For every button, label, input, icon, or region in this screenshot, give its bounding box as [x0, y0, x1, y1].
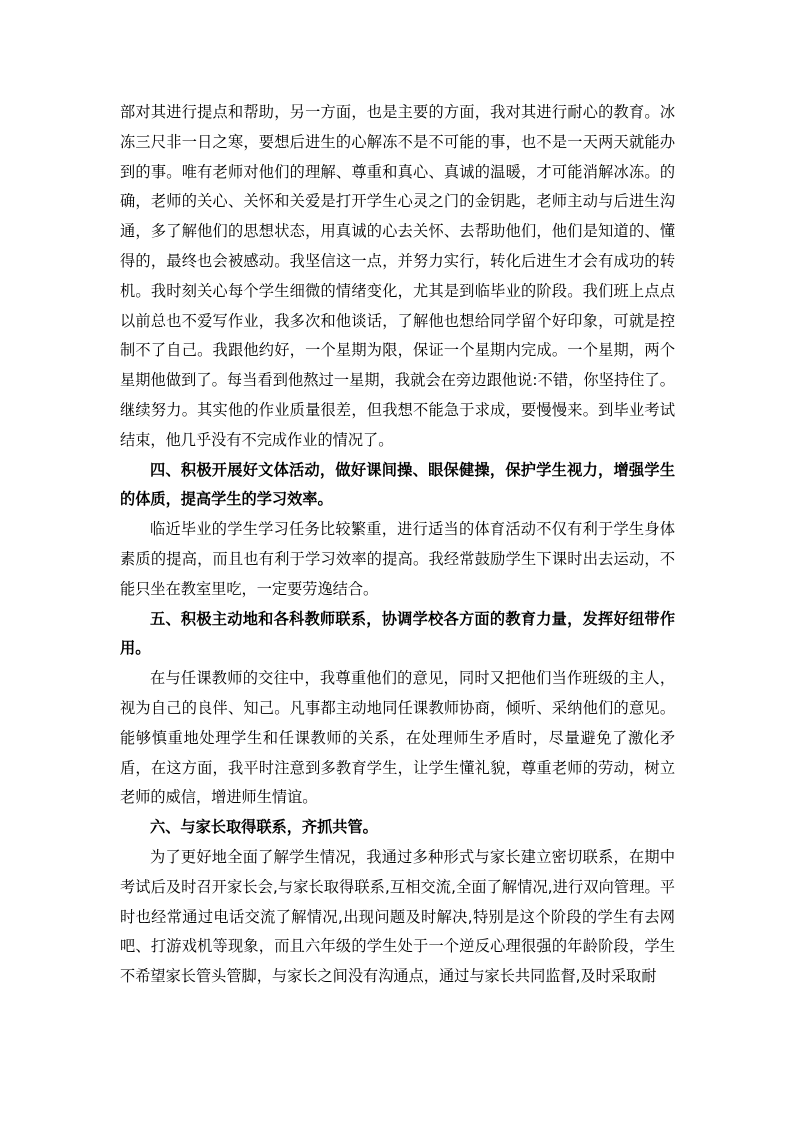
section-heading-4: 四、积极开展好文体活动，做好课间操、眼保健操，保护学生视力，增强学生的体质，提高学生的学习效率。	[120, 460, 675, 509]
section-heading-6: 六、与家长取得联系，齐抓共管。	[150, 818, 378, 837]
body-paragraph: 为了更好地全面了解学生情况，我通过多种形式与家长建立密切联系，在期中考试后及时召开家长会,与家长取得联系,互相交流,全面了解情况,进行双向管理。平时也经常通过电话交流了解情况,出现问题及时解决,特别是这个阶段的学生有去网吧、打游戏机等现象，而且六年级的学生处于一个逆反心理很强的年龄阶段，学生不希望家长管头管脚，与家长之间没有沟通点，通过与家长共同监督,及时采取耐	[120, 847, 675, 986]
body-paragraph: 部对其进行提点和帮助，另一方面，也是主要的方面，我对其进行耐心的教育。冰冻三尺非一日之寒，要想后进生的心解冻不是不可能的事，也不是一天两天就能办到的事。唯有老师对他们的理解、尊重和真心、真诚的温暖，才可能消解冰冻。的确，老师的关心、关怀和关爱是打开学生心灵之门的金钥匙，老师主动与后进生沟通，多了解他们的思想状态，用真诚的心去关怀、去帮助他们，他们是知道的、懂得的，最终也会被感动。我坚信这一点，并努力实行，转化后进生才会有成功的转机。我时刻关心每个学生细微的情绪变化，尤其是到临毕业的阶段。我们班上点点以前总也不爱写作业，我多次和他谈话，了解他也想给同学留个好印象，可就是控制不了自己。我跟他约好，一个星期为限，保证一个星期内完成。一个星期，两个星期他做到了。每当看到他熬过一星期，我就会在旁边跟他说:不错，你坚持住了。继续努力。其实他的作业质量很差，但我想不能急于求成，要慢慢来。到毕业考试结束，他几乎没有不完成作业的情况了。	[120, 103, 675, 449]
body-paragraph: 临近毕业的学生学习任务比较繁重，进行适当的体育活动不仅有利于学生身体素质的提高，而且也有利于学习效率的提高。我经常鼓励学生下课时出去运动，不能只坐在教室里吃，一定要劳逸结合。	[120, 520, 675, 598]
body-paragraph: 在与任课教师的交往中，我尊重他们的意见，同时又把他们当作班级的主人，视为自己的良伴、知己。凡事都主动地同任课教师协商，倾听、采纳他们的意见。能够慎重地处理学生和任课教师的关系，在处理师生矛盾时，尽量避免了激化矛盾，在这方面，我平时注意到多教育学生，让学生懂礼貌，尊重老师的劳动，树立老师的威信，增进师生情谊。	[120, 669, 675, 807]
section-heading-5: 五、积极主动地和各科教师联系，协调学校各方面的教育力量，发挥好纽带作用。	[120, 609, 675, 658]
